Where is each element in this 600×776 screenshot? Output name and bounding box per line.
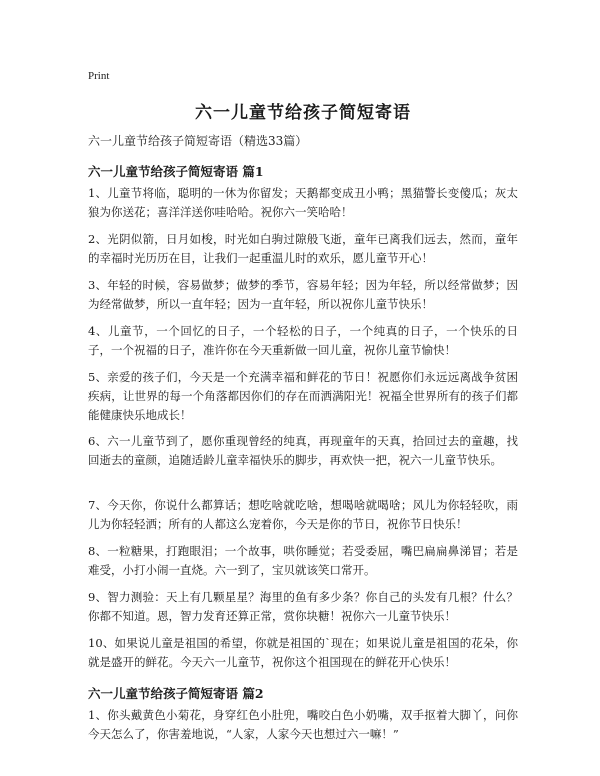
paragraph-2-1: 1、你头戴黄色小菊花，身穿红色小肚兜，嘴咬白色小奶嘴，双手抠着大脚丫，问你今天怎么了，你害羞地说，“人家，人家今天也想过六一嘛！”: [88, 708, 518, 741]
section-heading-2: 六一儿童节给孩子简短寄语 篇2: [88, 686, 264, 701]
print-label[interactable]: Print: [88, 70, 110, 82]
paragraph-1-7: 7、今天你，你说什么都算话；想吃啥就吃啥，想喝啥就喝啥；风儿为你轻轻吹，雨儿为你轻轻洒；所有的人都这么宠着你，今天是你的节日，祝你节日快乐！: [88, 498, 518, 531]
paragraph-1-6: 6、六一儿童节到了，愿你重现曾经的纯真，再现童年的天真，拾回过去的童趣，找回逝去的童颜，追随适龄儿童幸福快乐的脚步，再欢快一把，祝六一儿童节快乐。: [88, 434, 518, 467]
paragraph-1-8: 8、一粒糖果，打跑眼泪；一个故事，哄你睡觉；若受委屈，嘴巴扁扁鼻涕冒；若是难受，小打小闹一直烧。六一到了，宝贝就该笑口常开。: [88, 544, 518, 577]
paragraph-1-1: 1、儿童节将临，聪明的一休为你留发；天鹅都变成丑小鸭；黑猫警长变傻瓜；灰太狼为你送花；喜洋洋送你哇哈哈。祝你六一笑哈哈！: [88, 186, 518, 219]
paragraph-1-3: 3、年轻的时候，容易做梦；做梦的季节，容易年轻；因为年轻，所以经常做梦；因为经常做梦，所以一直年轻；因为一直年轻，所以祝你儿童节快乐！: [88, 278, 518, 311]
paragraph-1-10: 10、如果说儿童是祖国的希望，你就是祖国的`现在；如果说儿童是祖国的花朵，你就是盛开的鲜花。今天六一儿童节，祝你这个祖国现在的鲜花开心快乐！: [88, 636, 518, 669]
paragraph-1-2: 2、光阴似箭，日月如梭，时光如白驹过隙般飞逝，童年已离我们远去，然而，童年的幸福时光历历在目，让我们一起重温儿时的欢乐，愿儿童节开心！: [88, 232, 518, 265]
page-title: 六一儿童节给孩子简短寄语: [195, 103, 411, 123]
paragraph-1-4: 4、儿童节，一个回忆的日子，一个轻松的日子，一个纯真的日子，一个快乐的日子，一个祝福的日子，准许你在今天重新做一回儿童，祝你儿童节愉快！: [88, 324, 518, 357]
section-heading-1: 六一儿童节给孩子简短寄语 篇1: [88, 164, 264, 179]
paragraph-1-9: 9、智力测验：天上有几颗星星？海里的鱼有多少条？你自己的头发有几根？什么？你都不知道。恩，智力发育还算正常，赏你块糖！祝你六一儿童节快乐！: [88, 590, 518, 623]
paragraph-1-5: 5、亲爱的孩子们，今天是一个充满幸福和鲜花的节日！祝愿你们永远远离战争贫困疾病，让世界的每一个角落都因你们的存在而洒满阳光！祝福全世界所有的孩子们都能健康快乐地成长！: [88, 370, 518, 422]
document-subtitle: 六一儿童节给孩子简短寄语（精选33篇）: [88, 134, 308, 148]
